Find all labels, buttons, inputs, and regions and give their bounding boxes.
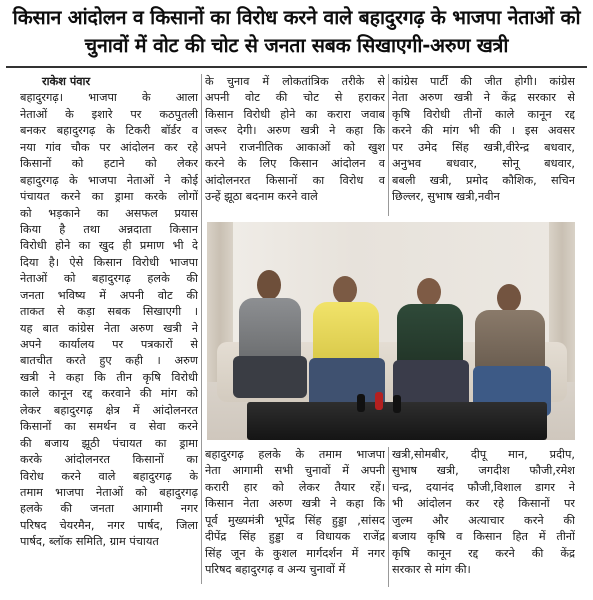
byline: राकेश पंवार [42,75,91,88]
text-line: बहादुरगढ़ के भाजपा नेताओं ने कोई [20,173,198,187]
text-line: चन्द्र, दयानंद फौजी,विशाल डागर ने [392,480,575,494]
text-line: परिषद चेयरमैन, नगर पार्षद, जिला [20,518,198,532]
text-line: करने के लिए किसान आंदोलन व [205,157,385,171]
text-line: खत्री,सोमबीर, दीपू मान, प्रदीप, [392,448,575,461]
text-line: जनता भविष्य में अपनी वोट की [20,288,198,302]
text-line: अपनी वोट की चोट से हराकर [205,91,385,105]
text-line: बबली खत्री, प्रमोद कौशिक, सचिन [392,173,575,187]
text-line: खत्री ने कहा कि तीन कृषि विरोधी [20,370,198,384]
headline-line-2: चुनावों में वोट की चोट से जनता सबक सिखाएगी-अरुण खत्री [84,34,509,57]
column-divider-2-top [388,74,389,216]
text-line: करके आंदोलनरत किसानों का [20,453,198,467]
text-line: बहादुरगढ़ हलके के तमाम भाजपा [205,448,385,461]
text-line: करारी हार को लेकर तैयार रहें। [205,480,385,494]
text-line: भी आंदोलन कर रहे किसानों पर [392,497,575,511]
text-line: किया है तथा अन्नदाता किसान [20,222,198,236]
text-line: परिषद बहादुरगढ़ व अन्य चुनावों में [205,563,346,577]
column-2-top-lines [205,74,385,206]
article-column-3-bottom [392,447,575,579]
text-line: पूर्व मुख्यमंत्री भूपेंद्र सिंह हुड्डा ,सांसद [205,513,385,527]
headline [6,4,587,64]
text-line: बनकर बहादुरगढ़ के टिकरी बॉर्डर व [20,124,198,138]
column-3-top-lines [392,74,575,206]
text-line: यह बात कांग्रेस नेता अरुण खत्री ने [20,321,198,335]
text-line: पार्षद, ब्लॉक समिति, ग्राम पंचायत [20,535,159,549]
article-column-2-bottom [205,447,385,579]
text-line: सरकार से मांग की। [392,563,471,577]
text-line: बातचीत करते हुए कही । अरुण [20,354,198,368]
text-line: कृषि विरोधी तीनों काले कानून रद्द [392,107,575,121]
text-line: नेता आगामी सभी चुनावों में अपनी [205,464,385,478]
text-line: नेताओं के इशारे पर कठपुतली [20,107,198,121]
text-line: जुल्म और अत्याचार करने की [392,513,575,527]
text-line: दिया है। ऐसे किसान विरोधी भाजपा [20,255,198,269]
text-line: अपने राजनीतिक आकाओं को खुश [205,140,385,154]
text-line: ताकत से कड़ा सबक सिखाएगी । [20,305,198,319]
text-line: छिल्लर, सुभाष खत्री,नवीन [392,190,500,204]
photo-mic-1 [357,394,365,412]
headline-rule [6,66,587,68]
text-line: लेकर बहादुरगढ़ क्षेत्र में आंदोलनरत [20,403,198,417]
column-2-bottom-lines [205,447,385,579]
text-line: किसान विरोधी होने का करारा जवाब [205,107,385,121]
text-line: कृषि कानून रद्द करने की केंद्र [392,546,575,560]
text-line: जरूर देगी। अरुण खत्री ने कहा कि [205,124,385,138]
text-line: विरोध करने वाले बहादुरगढ़ के [20,469,198,483]
text-line: बजाय कृषि व किसान हित में तीनों [392,530,575,544]
text-line: विरोधी होने का खुद ही प्रमाण भी दे [20,239,198,253]
column-divider-2-bottom [388,447,389,587]
text-line: कांग्रेस पार्टी की जीत होगी। कांग्रेस [392,75,575,88]
article-column-2-top [205,74,385,206]
text-line: पर उमेद सिंह खत्री,वीरेन्द्र बधवार, [392,140,575,154]
press-conference-photo [207,222,575,440]
text-line: पंचायत करने का ड्रामा करके लोगों [20,190,198,204]
text-line: किसान नेता अरुण खत्री ने कहा कि [205,497,385,511]
article-column-1 [20,74,198,551]
text-line: अपने कार्यालय पर पत्रकारों से [20,338,198,351]
text-line: तमाम भाजपा नेताओं को बहादुरगढ़ [20,485,198,499]
text-line: उन्हें झूठा बदनाम करने वाले [205,190,318,204]
headline-line-1: किसान आंदोलन व किसानों का विरोध करने वाले बहादुरगढ़ के भाजपा नेताओं को [12,6,581,29]
text-line: को भड़काने का असफल प्रयास [20,206,198,220]
text-line: नया गांव चौक पर आंदोलन कर रहे [20,140,198,154]
text-line: आंदोलनरत किसानों का विरोध व [205,173,385,187]
column-1-lines [20,90,198,550]
text-line: अनुभव बधवार, सोनू बधवार, [392,157,575,171]
text-line: नेता अरुण खत्री ने केंद्र सरकार से [392,91,575,105]
text-line: करने की मांग भी की । इस अवसर [392,124,575,138]
photo-mic-3 [393,395,401,413]
text-line: काले कानून रद्द करवाने की मांग को [20,387,198,401]
article-column-3-top [392,74,575,206]
text-line: बहादुरगढ़। भाजपा के आला [20,91,198,105]
text-line: दीपेंद्र सिंह हुड्डा व विधायक राजेंद्र [205,530,385,544]
text-line: सुभाष खत्री, जगदीश फौजी,रमेश [392,464,575,478]
text-line: नेताओं को बहादुरगढ़ हलके की [20,272,198,286]
text-line: की बजाय झूठी पंचायत का ड्रामा [20,436,198,450]
text-line: सिंह जून के कुशल मार्गदर्शन में नगर [205,546,385,560]
photo-mic-2 [375,392,383,410]
text-line: हलके की जनता आगामी नगर [20,502,198,516]
text-line: किसानों का समर्थन व सेवा करने [20,420,198,434]
column-3-bottom-lines [392,447,575,579]
column-divider-1 [201,74,202,584]
text-line: किसानों को हटाने को लेकर [20,157,198,171]
text-line: के चुनाव में लोकतांत्रिक तरीके से [205,75,385,88]
